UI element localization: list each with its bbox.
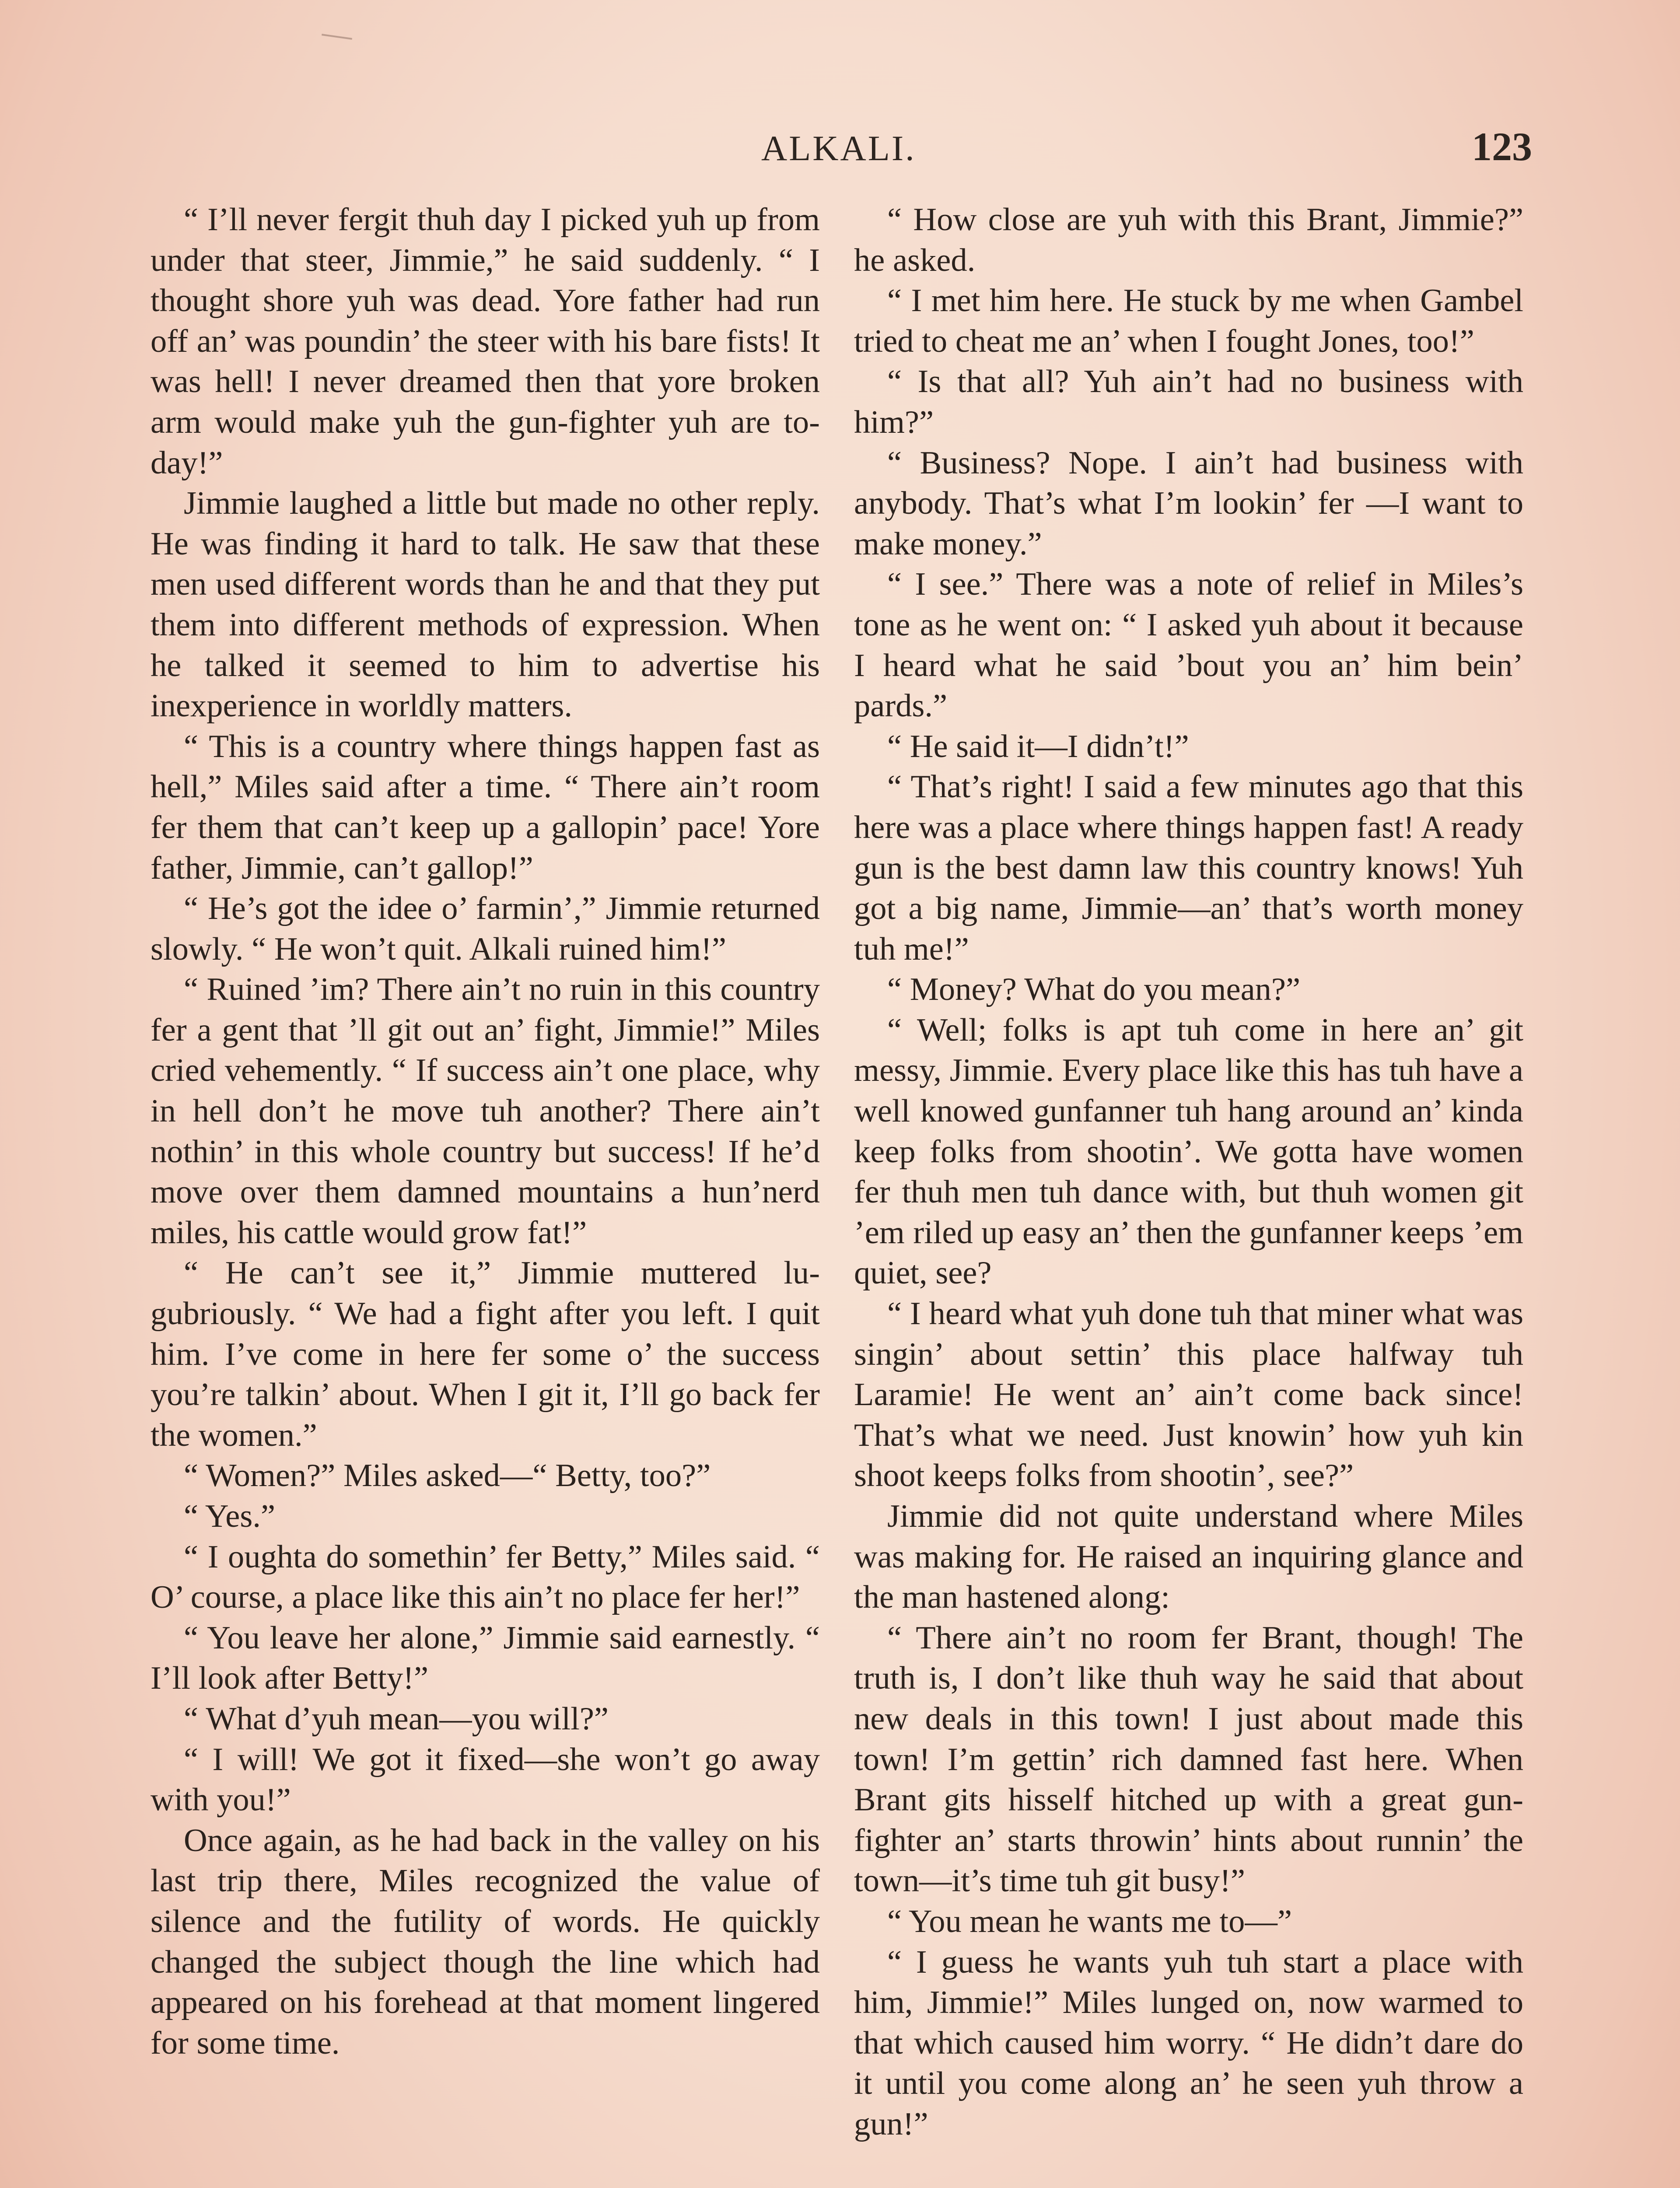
paragraph: “ There ain’t no room fer Brant, though! The truth is, I don’t like thuh way he said that about new deals in this town! I just about made this town! I’m gettin’ rich damned fast here. When Brant gits hisself hitched up with a great gun-fighter an’ starts throwin’ hints about runnin’ the town—it’s time tuh git busy!” [854,1620,1523,1899]
running-title: ALKALI. [761,128,916,168]
paragraph: “ Ruined ’im? There ain’t no ruin in this country fer a gent that ’ll git out an’ fight, Jimmie!” Miles cried vehemently. “ If success ain’t one place, why in hell don’t he move tuh another? There ain’t nothin’ in this whole country but success! If he’d move over them damned mountains a hun’nerd miles, his cattle would grow fat!” [150,971,820,1251]
paragraph: “ This is a country where things happen fast as hell,” Miles said after a time. “ There ain’t room fer them that can’t keep up a gallopin’ pace! Yore father, Jimmie, can’t gallop!” [150,728,820,886]
paragraph: “ Women?” Miles asked—“ Betty, too?” [184,1458,711,1494]
page-number: 123 [1472,124,1532,169]
paragraph: “ He said it—I didn’t!” [887,728,1189,764]
paragraph: “ I see.” There was a note of relief in Miles’s tone as he went on: “ I asked yuh about it because I heard what he said ’bout you an’ him bein’ pards.” [854,566,1523,724]
paragraph: “ Business? Nope. I ain’t had business with anybody. That’s what I’m lookin’ fer —I want to make money.” [854,445,1523,562]
paragraph: “ How close are yuh with this Brant, Jimmie?” he asked. [854,202,1523,278]
pencil-mark [322,34,352,40]
paragraph: “ I heard what yuh done tuh that miner what was singin’ about settin’ this place halfway tuh Laramie! He went an’ ain’t come back since! That’s what we need. Just knowin’ how yuh kin shoot keeps folks from shootin’, see?” [854,1296,1523,1494]
paragraph: “ I met him here. He stuck by me when Gambel tried to cheat me an’ when I fought Jones, too!” [854,283,1523,359]
paragraph: “ Money? What do you mean?” [887,971,1301,1008]
paragraph: “ Well; folks is apt tuh come in here an’ git messy, Jimmie. Every place like this has tuh have a well knowed gunfanner tuh hang around an’ kinda keep folks from shootin’. We gotta have women fer thuh men tuh dance with, but thuh women git ’em riled up easy an’ then the gunfanner keeps ’em quiet, see? [854,1012,1523,1291]
paragraph: “ I oughta do somethin’ fer Betty,” Miles said. “ O’ course, a place like this ain’t no place fer her!” [150,1539,820,1616]
paragraph: “ Is that all? Yuh ain’t had no business with him?” [854,364,1523,440]
right-text-column [854,200,1523,2145]
paragraph: “ You mean he wants me to—” [887,1903,1292,1939]
paragraph: “ Yes.” [184,1498,276,1534]
paragraph: Jimmie did not quite understand where Miles was making for. He raised an inquiring glance and the man hastened along: [854,1498,1523,1616]
paragraph: “ I guess he wants yuh tuh start a place with him, Jimmie!” Miles lunged on, now warmed to that which caused him worry. “ He didn’t dare do it until you come along an’ he seen yuh throw a gun!” [854,1944,1523,2142]
paragraph: “ I will! We got it fixed—she won’t go away with you!” [150,1741,820,1818]
paragraph: “ That’s right! I said a few minutes ago that this here was a place where things happen fast! A ready gun is the best damn law this country knows! Yuh got a big name, Jimmie—an’ that’s worth money tuh me!” [854,769,1523,967]
paragraph: “ He can’t see it,” Jimmie muttered lugubriously. “ We had a fight after you left. I quit him. I’ve come in here fer some o’ the success you’re talkin’ about. When I git it, I’ll go back fer the women.” [150,1255,820,1453]
paragraph: “ I’ll never fergit thuh day I picked yuh up from under that steer, Jimmie,” he said suddenly. “ I thought shore yuh was dead. Yore father had run off an’ was poundin’ the steer with his bare fists! It was hell! I never dreamed then that yore broken arm would make yuh the gun-fighter yuh are to-day!” [150,202,820,481]
left-text-column [150,200,820,2063]
paragraph: “ You leave her alone,” Jimmie said earnestly. “ I’ll look after Betty!” [150,1620,820,1697]
paragraph: “ What d’yuh mean—you will?” [184,1701,609,1737]
paragraph: Once again, as he had back in the valley on his last trip there, Miles recognized the value of silence and the futility of words. He quickly changed the subject though the line which had appeared on his forehead at that moment lingered for some time. [150,1822,820,2061]
paragraph: “ He’s got the idee o’ farmin’,” Jimmie returned slowly. “ He won’t quit. Alkali ruined him!” [150,891,820,967]
paragraph: Jimmie laughed a little but made no other reply. He was finding it hard to talk. He saw that these men used different words than he and that they put them into different methods of expression. When he talked it seemed to him to advertise his inexperience in worldly matters. [150,485,820,724]
